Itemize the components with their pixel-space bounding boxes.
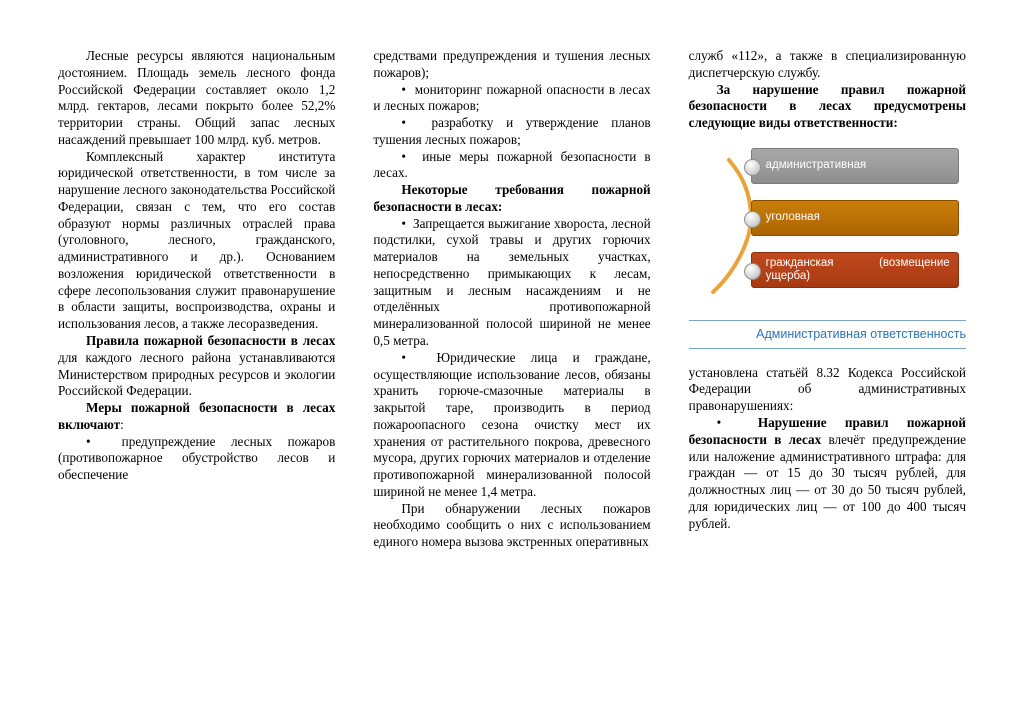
paragraph-continuation-services: служб «112», а также в специализированную диспетчерскую службу. xyxy=(688,48,966,80)
column-two xyxy=(373,48,650,684)
list-item xyxy=(689,415,966,532)
section-divider-top xyxy=(689,320,966,321)
liability-bar-civil xyxy=(751,252,959,288)
paragraph-legal-responsibility: Комплексный характер института юридической ответственности, в том числе за нарушение лесного законодательства Российской Федерации, связан с тем, что его состав образуют нормы различных отраслей права (уголовного, лесного, гражданского, административного и др.). Основанием возложения юридической ответственности в сфере лесопользования служит правонарушение в области защиты, воспроизводства, охраны и использования лесов, а также лесоразведения. xyxy=(58,148,336,332)
liability-bar-criminal-label: уголовная xyxy=(765,211,820,224)
section-divider-bottom xyxy=(689,348,966,349)
paragraph-continuation-means: средствами предупреждения и тушения лесных пожаров); xyxy=(373,48,651,80)
list-item: • разработку и утверждение планов тушения лесных пожаров; xyxy=(373,115,650,149)
paragraph-article-reference: установлена статьёй 8.32 Кодекса Российской Федерации об административных правонарушениях: xyxy=(688,364,966,414)
heading-liability-types: За нарушение правил пожарной безопасности в лесах предусмотрены следующие виды ответственности: xyxy=(688,81,966,131)
list-item: • мониторинг пожарной опасности в лесах и лесных пожаров; xyxy=(373,82,650,116)
liability-bar-civil-label: гражданская (возмещение ущерба) xyxy=(765,256,950,282)
heading-fire-safety-rules-rest: для каждого лесного района устанавливаются Министерством природных ресурсов и экологии Российской Федерации. xyxy=(58,349,336,399)
diagram-node-dot-icon xyxy=(744,211,761,228)
three-column-layout xyxy=(58,48,966,684)
list-item: • иные меры пожарной безопасности в лесах. xyxy=(373,149,650,183)
heading-fire-safety-measures: Меры пожарной безопасности в лесах включают xyxy=(58,400,336,432)
list-item: • Запрещается выжигание хвороста, лесной подстилки, сухой травы и других горючих материалов на земельных участках, непосредственно примыкающих к лесам, защитным и лесным насаждениям и не отделённых противопожарной минерализованной полосой шириной не менее 0,5 метра. xyxy=(373,216,650,350)
paragraph-fire-safety-measures xyxy=(58,400,335,434)
liability-bar-administrative-label: административная xyxy=(765,159,867,172)
column-three xyxy=(689,48,966,684)
diagram-node-dot-icon xyxy=(744,263,761,280)
heading-fire-safety-rules: Правила пожарной безопасности в лесах xyxy=(86,333,336,349)
list-item: • Юридические лица и граждане, осуществляющие использование лесов, обязаны хранить горюче-смазочные материалы в закрытой таре, производить в период пожароопасного сезона очистку мест их хранения от растительного покрова, древесного мусора, других горючих материалов и отделение противопожарной минерализованной полосой шириной не менее 1,4 метра. xyxy=(373,350,650,501)
paragraph-forest-resources: Лесные ресурсы являются национальным достоянием. Площадь земель лесного фонда Российской Федерации составляет около 1,2 млрд. гектаров, лесами покрыто более 52,2% территории страны. Общий запас лесных насаждений превышает 100 млрд. куб. метров. xyxy=(58,48,336,147)
heading-fire-safety-measures-rest: : xyxy=(120,416,124,432)
list-item-bold-lead: Нарушение правил пожарной безопасности в лесах xyxy=(688,415,966,447)
liability-bar-criminal xyxy=(751,200,959,236)
section-heading-administrative-liability: Административная ответственность xyxy=(756,326,966,341)
paragraph-fire-detection: При обнаружении лесных пожаров необходимо сообщить о них с использованием единого номера вызова экстренных оперативных xyxy=(373,500,651,550)
column-one xyxy=(58,48,335,684)
paragraph-fire-safety-rules xyxy=(58,333,335,400)
liability-bar-administrative xyxy=(751,148,959,184)
heading-some-requirements: Некоторые требования пожарной безопасности в лесах: xyxy=(373,182,651,214)
list-item: • предупреждение лесных пожаров (противопожарное обустройство лесов и обеспечение xyxy=(58,434,335,484)
list-item-rest: влечёт предупреждение или наложение административного штрафа: для граждан — от 15 до 30 тысяч рублей, для должностных лиц — от 30 до 50 тысяч рублей, для юридических лиц — от 100 до 400 тысяч рублей. xyxy=(688,431,966,531)
liability-types-diagram xyxy=(689,142,966,302)
diagram-node-dot-icon xyxy=(744,159,761,176)
